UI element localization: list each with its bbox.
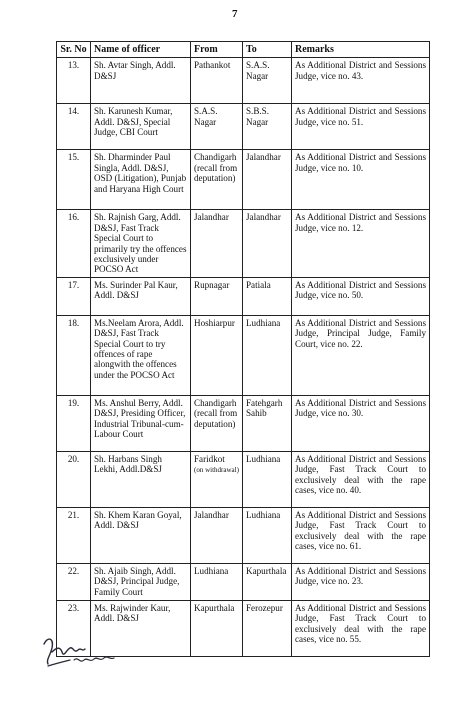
cell-remarks: As Additional District and Sessions Judge, vice no. 12.	[292, 210, 430, 277]
cell-to: Ludhiana	[243, 507, 292, 563]
cell-officer-name: Ms.Neelam Arora, Addl. D&SJ, Fast Track Special Court to try offences of rape alongwith the offences under the POCSO Act	[91, 315, 191, 395]
cell-remarks: As Additional District and Sessions Judge, Principal Judge, Family Court, vice no. 22.	[292, 315, 430, 395]
cell-officer-name: Ms. Rajwinder Kaur, Addl. D&SJ	[91, 600, 191, 656]
cell-sr-no: 20.	[57, 451, 91, 507]
cell-remarks: As Additional District and Sessions Judge, vice no. 50.	[292, 277, 430, 315]
header-to: To	[243, 42, 292, 58]
cell-remarks: As Additional District and Sessions Judge, vice no. 43.	[292, 58, 430, 104]
cell-remarks: As Additional District and Sessions Judge, vice no. 10.	[292, 150, 430, 210]
table-row	[57, 58, 430, 104]
cell-to: Kapurthala	[243, 563, 292, 600]
cell-remarks: As Additional District and Sessions Judge, vice no. 23.	[292, 563, 430, 600]
cell-from: Ludhiana	[191, 563, 243, 600]
cell-from: Kapurthala	[191, 600, 243, 656]
table-row	[57, 507, 430, 563]
cell-officer-name: Sh. Rajnish Garg, Addl. D&SJ, Fast Track Special Court to primarily try the offences exclusively under POCSO Act	[91, 210, 191, 277]
table-row	[57, 395, 430, 451]
cell-to: Ferozepur	[243, 600, 292, 656]
page-number-mark: 7	[232, 8, 238, 20]
cell-to: Jalandhar	[243, 210, 292, 277]
cell-officer-name: Sh. Khem Karan Goyal, Addl. D&SJ	[91, 507, 191, 563]
cell-remarks: As Additional District and Sessions Judge, Fast Track Court to exclusively deal with the rape cases, vice no. 61.	[292, 507, 430, 563]
from-place: Faridkot	[194, 453, 225, 464]
cell-to: Ludhiana	[243, 315, 292, 395]
cell-sr-no: 14.	[57, 104, 91, 150]
handwritten-signature	[40, 634, 120, 674]
header-remarks: Remarks	[292, 42, 430, 58]
cell-officer-name: Ms. Surinder Pal Kaur, Addl. D&SJ	[91, 277, 191, 315]
cell-from: Rupnagar	[191, 277, 243, 315]
cell-from	[191, 451, 243, 507]
cell-to: S.A.S. Nagar	[243, 58, 292, 104]
cell-sr-no: 16.	[57, 210, 91, 277]
cell-officer-name: Sh. Ajaib Singh, Addl. D&SJ, Principal Judge, Family Court	[91, 563, 191, 600]
cell-officer-name: Sh. Avtar Singh, Addl. D&SJ	[91, 58, 191, 104]
cell-remarks: As Additional District and Sessions Judge, Fast Track Court to exclusively deal with the rape cases, vice no. 55.	[292, 600, 430, 656]
header-sr-no: Sr. No	[57, 42, 91, 58]
table-row	[57, 563, 430, 600]
cell-from: Chandigarh (recall from deputation)	[191, 395, 243, 451]
cell-sr-no: 23.	[57, 600, 91, 656]
header-name-of-officer: Name of officer	[91, 42, 191, 58]
cell-remarks: As Additional District and Sessions Judge, vice no. 51.	[292, 104, 430, 150]
table-row	[57, 210, 430, 277]
table-header-row	[57, 42, 430, 58]
cell-sr-no: 22.	[57, 563, 91, 600]
table-row	[57, 451, 430, 507]
from-note: (on withdrawal)	[194, 466, 239, 475]
cell-to: Ludhiana	[243, 451, 292, 507]
cell-sr-no: 19.	[57, 395, 91, 451]
header-from: From	[191, 42, 243, 58]
cell-from: Pathankot	[191, 58, 243, 104]
cell-sr-no: 18.	[57, 315, 91, 395]
cell-officer-name: Sh. Harbans Singh Lekhi, Addl.D&SJ	[91, 451, 191, 507]
cell-to: Fatehgarh Sahib	[243, 395, 292, 451]
cell-sr-no: 13.	[57, 58, 91, 104]
table-row	[57, 277, 430, 315]
table-row	[57, 104, 430, 150]
cell-from: Jalandhar	[191, 507, 243, 563]
cell-sr-no: 21.	[57, 507, 91, 563]
table-row	[57, 150, 430, 210]
cell-remarks: As Additional District and Sessions Judge, vice no. 30.	[292, 395, 430, 451]
cell-from: Jalandhar	[191, 210, 243, 277]
cell-officer-name: Ms. Anshul Berry, Addl. D&SJ, Presiding Officer, Industrial Tribunal-cum-Labour Court	[91, 395, 191, 451]
cell-to: Patiala	[243, 277, 292, 315]
transfer-table	[56, 41, 430, 657]
cell-from: S.A.S. Nagar	[191, 104, 243, 150]
cell-from: Chandigarh (recall from deputation)	[191, 150, 243, 210]
cell-sr-no: 15.	[57, 150, 91, 210]
cell-from: Hoshiarpur	[191, 315, 243, 395]
cell-remarks: As Additional District and Sessions Judge, Fast Track Court to exclusively deal with the rape cases, vice no. 40.	[292, 451, 430, 507]
table-row	[57, 315, 430, 395]
cell-sr-no: 17.	[57, 277, 91, 315]
cell-officer-name: Sh. Dharminder Paul Singla, Addl. D&SJ, OSD (Litigation), Punjab and Haryana High Court	[91, 150, 191, 210]
cell-officer-name: Sh. Karunesh Kumar, Addl. D&SJ, Special Judge, CBI Court	[91, 104, 191, 150]
cell-to: Jalandhar	[243, 150, 292, 210]
cell-to: S.B.S. Nagar	[243, 104, 292, 150]
